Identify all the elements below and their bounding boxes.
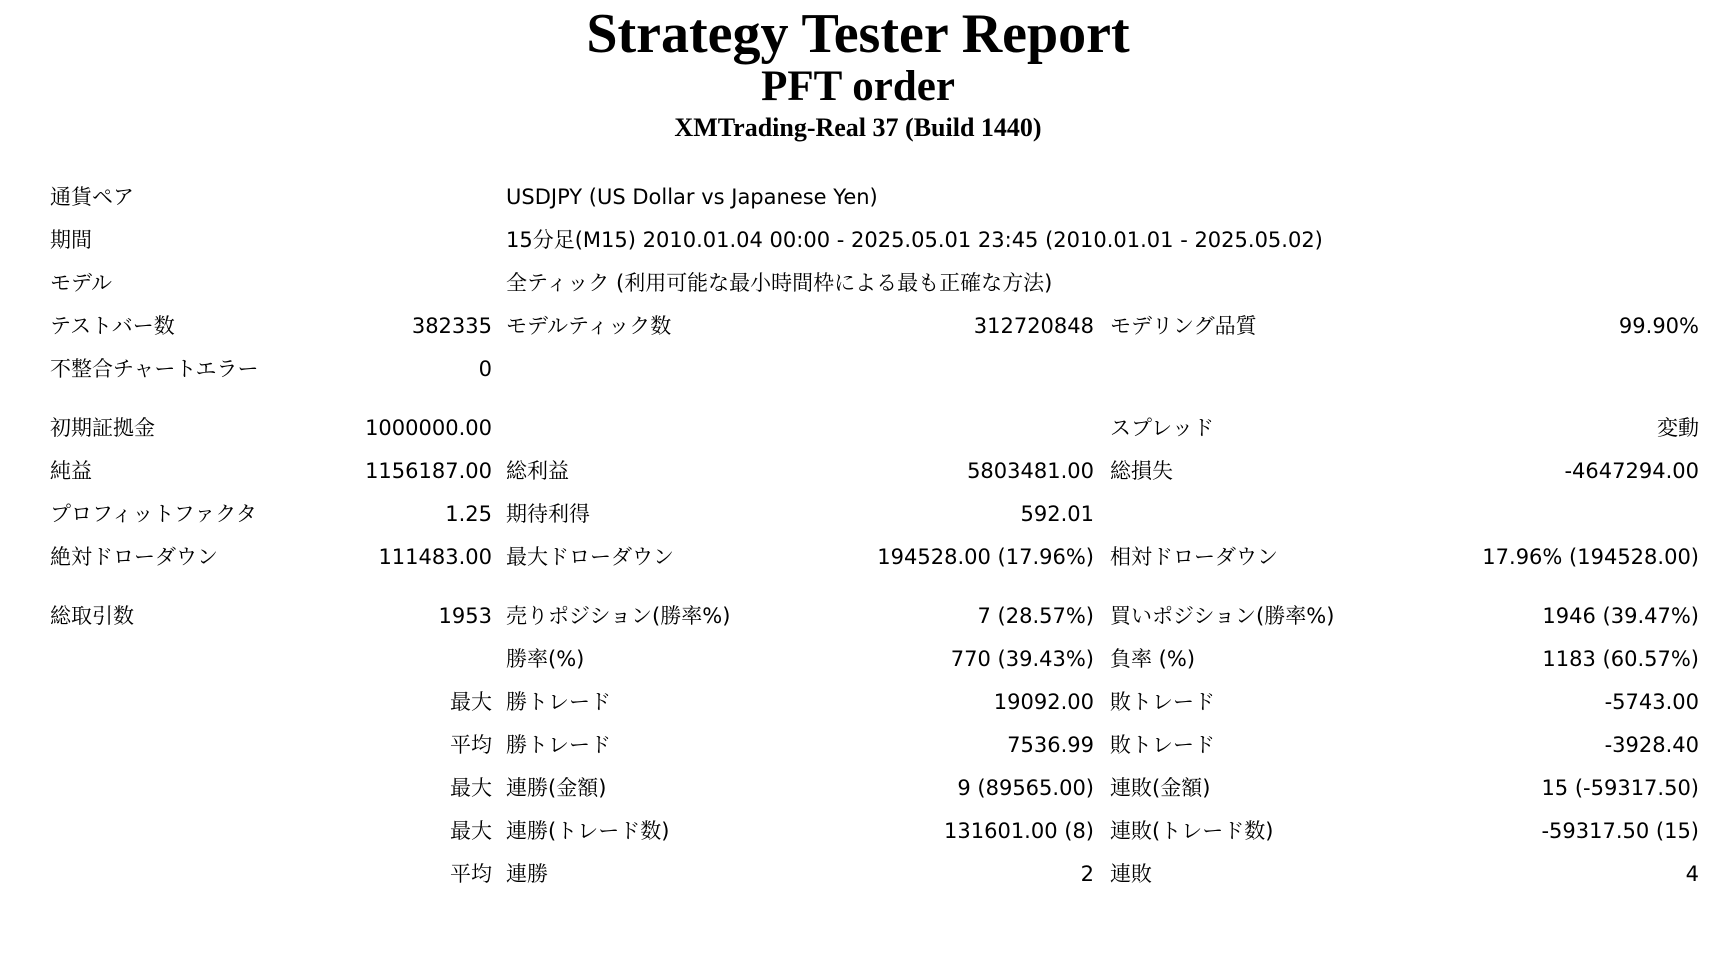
spread-value: 変動 — [1657, 416, 1699, 440]
row-drawdown — [0, 542, 1716, 572]
ticks-value: 312720848 — [973, 314, 1094, 338]
gross-profit-value: 5803481.00 — [967, 459, 1094, 483]
max-consecutive-prefix: 最大 — [450, 776, 492, 800]
row-largest-trade — [0, 687, 1716, 717]
consecutive-loss-label: 連敗(トレード数) — [1110, 819, 1274, 843]
deposit-label: 初期証拠金 — [50, 416, 155, 440]
short-positions-value: 7 (28.57%) — [977, 604, 1094, 628]
ticks-label: モデルティック数 — [506, 314, 672, 338]
row-deposit — [0, 413, 1716, 443]
average-win-value: 7536.99 — [1007, 733, 1094, 757]
server-build: XMTrading-Real 37 (Build 1440) — [674, 113, 1042, 142]
short-positions-label: 売りポジション(勝率%) — [506, 604, 731, 628]
long-positions-value: 1946 (39.47%) — [1542, 604, 1699, 628]
win-rate-value: 770 (39.43%) — [950, 647, 1094, 671]
row-average-consecutive — [0, 859, 1716, 889]
win-rate-label: 勝率(%) — [506, 647, 585, 671]
row-model — [0, 268, 1716, 298]
largest-loss-value: -5743.00 — [1604, 690, 1699, 714]
row-max-consecutive-count — [0, 816, 1716, 846]
quality-value: 99.90% — [1618, 314, 1699, 338]
symbol-label: 通貨ペア — [50, 185, 134, 209]
row-win-loss-rate — [0, 644, 1716, 674]
row-net-profit — [0, 456, 1716, 486]
deposit-value: 1000000.00 — [365, 416, 492, 440]
row-average-trade — [0, 730, 1716, 760]
consecutive-losses-value: 15 (-59317.50) — [1541, 776, 1699, 800]
gross-loss-label: 総損失 — [1110, 459, 1173, 483]
bars-value: 382335 — [411, 314, 492, 338]
consecutive-profit-value: 131601.00 (8) — [944, 819, 1094, 843]
max-drawdown-value: 194528.00 (17.96%) — [877, 545, 1094, 569]
period-value: 15分足(M15) 2010.01.04 00:00 - 2025.05.01 23:45 (2010.01.01 - 2025.05.02) — [506, 228, 1323, 252]
gross-loss-value: -4647294.00 — [1564, 459, 1699, 483]
absolute-drawdown-value: 111483.00 — [378, 545, 492, 569]
spread-label: スプレッド — [1110, 416, 1214, 440]
consecutive-wins-label: 連勝(金額) — [506, 776, 607, 800]
period-label: 期間 — [50, 228, 92, 252]
largest-loss-label: 敗トレード — [1110, 690, 1215, 714]
max-consecutive-count-prefix: 最大 — [450, 819, 492, 843]
report-title: Strategy Tester Report — [586, 3, 1130, 65]
average-consecutive-wins-value: 2 — [1080, 862, 1094, 886]
consecutive-losses-label: 連敗(金額) — [1110, 776, 1211, 800]
row-symbol — [0, 182, 1716, 212]
loss-rate-label: 負率 (%) — [1110, 647, 1196, 671]
average-consecutive-prefix: 平均 — [450, 862, 492, 886]
absolute-drawdown-label: 絶対ドローダウン — [50, 545, 218, 569]
row-bars — [0, 311, 1716, 341]
net-profit-value: 1156187.00 — [365, 459, 492, 483]
expected-payoff-label: 期待利得 — [506, 502, 590, 526]
profit-factor-label: プロフィットファクタ — [50, 502, 257, 526]
consecutive-wins-value: 9 (89565.00) — [957, 776, 1094, 800]
net-profit-label: 純益 — [50, 459, 92, 483]
row-max-consecutive-amount — [0, 773, 1716, 803]
loss-rate-value: 1183 (60.57%) — [1542, 647, 1699, 671]
consecutive-loss-value: -59317.50 (15) — [1541, 819, 1699, 843]
average-win-label: 勝トレード — [506, 733, 611, 757]
bars-label: テストバー数 — [50, 314, 175, 338]
expected-payoff-value: 592.01 — [1020, 502, 1094, 526]
model-label: モデル — [50, 271, 112, 295]
row-errors — [0, 354, 1716, 384]
long-positions-label: 買いポジション(勝率%) — [1110, 604, 1335, 628]
errors-value: 0 — [478, 357, 492, 381]
model-value: 全ティック (利用可能な最小時間枠による最も正確な方法) — [506, 271, 1053, 295]
errors-label: 不整合チャートエラー — [50, 357, 259, 381]
consecutive-profit-label: 連勝(トレード数) — [506, 819, 670, 843]
average-consecutive-losses-label: 連敗 — [1110, 862, 1152, 886]
expert-name: PFT order — [761, 63, 955, 110]
total-trades-label: 総取引数 — [50, 604, 134, 628]
average-consecutive-losses-value: 4 — [1685, 862, 1699, 886]
total-trades-value: 1953 — [438, 604, 492, 628]
quality-label: モデリング品質 — [1110, 314, 1257, 338]
relative-drawdown-value: 17.96% (194528.00) — [1482, 545, 1699, 569]
largest-win-value: 19092.00 — [993, 690, 1094, 714]
symbol-value: USDJPY (US Dollar vs Japanese Yen) — [506, 185, 878, 209]
relative-drawdown-label: 相対ドローダウン — [1110, 545, 1278, 569]
average-loss-value: -3928.40 — [1604, 733, 1699, 757]
average-prefix: 平均 — [450, 733, 492, 757]
row-profit-factor — [0, 499, 1716, 529]
gross-profit-label: 総利益 — [506, 459, 569, 483]
max-drawdown-label: 最大ドローダウン — [506, 545, 674, 569]
profit-factor-value: 1.25 — [445, 502, 492, 526]
average-loss-label: 敗トレード — [1110, 733, 1215, 757]
row-period — [0, 225, 1716, 255]
largest-win-label: 勝トレード — [506, 690, 611, 714]
average-consecutive-wins-label: 連勝 — [506, 862, 548, 886]
row-total-trades — [0, 601, 1716, 631]
largest-prefix: 最大 — [450, 690, 492, 714]
